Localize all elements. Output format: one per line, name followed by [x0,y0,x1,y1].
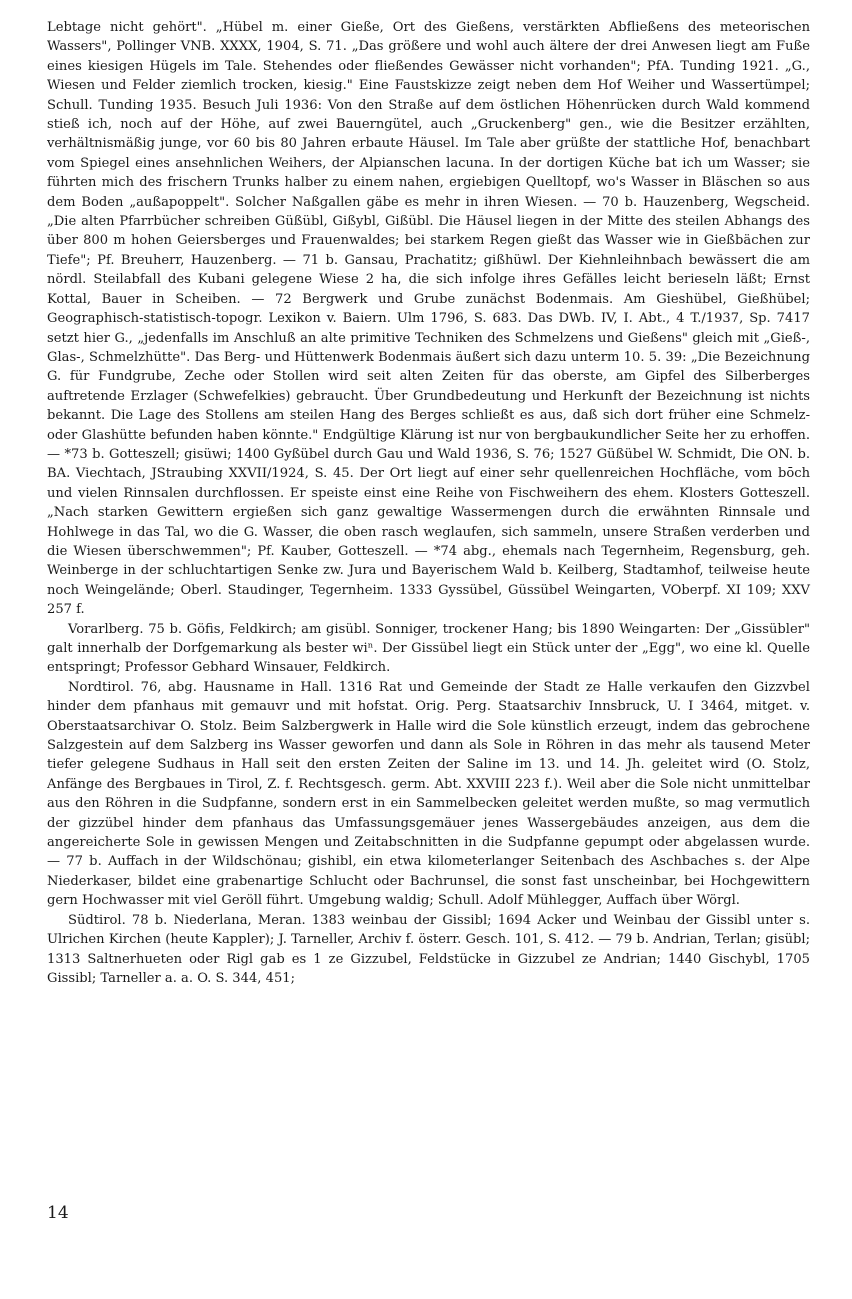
paragraph-bavaria-continued: Lebtage nicht gehört". „Hübel m. einer Gieße, Ort des Gießens, verstärkten Abfließens des meteorischen Wassers", Pollinger VNB. XXXX, 1904, S. 71. „Das größere und wohl auch ältere der drei Anwesen liegt am Fuße eines kiesigen Hügels im Tale. Stehendes oder fließendes Gewässer nicht vorhanden"; PfA. Tunding 1921. „G., Wiesen und Felder ziemlich trocken, kiesig." Eine Faustskizze zeigt neben dem Hof Weiher und Wassertümpel; Schull. Tunding 1935. Besuch Juli 1936: Von den Straße auf dem östlichen Höhenrücken durch Wald kommend stieß ich, noch auf der Höhe, auf zwei Bauerngütel, auch „Gruckenberg" gen., wie die Besitzer erzählten, verhältnismäßig junge, vor 60 bis 80 Jahren erbaute Häusel. Im Tale aber grüßte der stattliche Hof, benachbart vom Spiegel eines ansehnlichen Weihers, der Alpianschen lacuna. In der dortigen Küche bat ich um Wasser; sie führten mich des frischern Trunks halber zu einem nahen, ergiebigen Quelltopf, wo's Wasser in Bläschen so aus dem Boden „außapoppelt". Solcher Naßgallen gäbe es mehr in ihren Wiesen. — 70 b. Hauzenberg, Wegscheid. „Die alten Pfarrbücher schreiben Güßübl, Gißybl, Gißübl. Die Häusel liegen in der Mitte des steilen Abhangs des über 800 m hohen Geiersberges und Frauenwaldes; bei starkem Regen gießt das Wasser wie in Gießbächen zur Tiefe"; Pf. Breuherr, Hauzenberg. — 71 b. Gansau, Prachatitz; gißhüwl. Der Kiehnleihnbach bewässert die am nördl. Steilabfall des Kubani gelegene Wiese 2 ha, die sich infolge ihres Gefälles leicht berieseln läßt; Ernst Kottal, Bauer in Scheiben. — 72 Bergwerk und Grube zunächst Bodenmais. Am Gieshübel, Gießhübel; Geographisch-statistisch-topogr. Lexikon v. Baiern. Ulm 1796, S. 683. Das DWb. IV, I. Abt., 4 T./1937, Sp. 7417 setzt hier G., „jedenfalls im Anschluß an alte primitive Techniken des Schmelzens und Gießens" gleich mit „Gieß-, Glas-, Schmelzhütte". Das Berg- und Hüttenwerk Bodenmais äußert sich dazu unterm 10. 5. 39: „Die Bezeichnung G. für Fundgrube, Zeche oder Stollen wird seit alten Zeiten für das oberste, am Gipfel des Silberberges auftretende Erzlager (Schwefelkies) gebraucht. Über Grundbedeutung und Herkunft der Bezeichnung ist nichts bekannt. Die Lage des Stollens am steilen Hang des Berges schließt es aus, daß sich dort früher eine Schmelz- oder Glashütte befunden haben könnte." Endgültige Klärung ist nur von bergbaukundlicher Seite her zu erhoffen. — *73 b. Gotteszell; gisüwi; 1400 Gyßübel durch Gau und Wald 1936, S. 76; 1527 Güßübel W. Schmidt, Die ON. b. BA. Viechtach, JStraubing XXVII/1924, S. 45. Der Ort liegt auf einer sehr quellenreichen Hochfläche, vom bōch und vielen Rinnsalen durchflossen. Er speiste einst eine Reihe von Fischweihern des ehem. Klosters Gotteszell. „Nach starken Gewittern ergießen sich ganz gewaltige Wassermengen durch die erwähnten Rinnsale und Hohlwege in das Tal, wo die G. Wasser, die oben rasch weglaufen, sich sammeln, unsere Straßen verderben und die Wiesen überschwemmen"; Pf. Kauber, Gotteszell. — *74 abg., ehemals nach Tegernheim, Regensburg, geh. Weinberge in der schluchtartigen Senke zw. Jura und Bayerischem Wald b. Keilberg, Stadtamhof, teilweise heute noch Weingelände; Oberl. Staudinger, Tegernheim. 1333 Gyssübel, Güssübel Weingarten, VOberpf. XI 109; XXV 257 f. [47,20,810,618]
page-number: 14 [47,1203,69,1223]
paragraph-vorarlberg: Vorarlberg. 75 b. Göfis, Feldkirch; am gisübl. Sonniger, trockener Hang; bis 1890 Weingarten: Der „Gissübler" galt innerhalb der Dorfgemarkung als bester wiⁿ. Der Gissübel liegt ein Stück unter der „Egg", wo eine kl. Quelle entspringt; Professor Gebhard Winsauer, Feldkirch. [47,621,810,676]
paragraph-suedtirol: Südtirol. 78 b. Niederlana, Meran. 1383 weinbau der Gissibl; 1694 Acker und Weinbau der Gissibl unter s. Ulrichen Kirchen (heute Kappler); J. Tarneller, Archiv f. österr. Gesch. 101, S. 412. — 79 b. Andrian, Terlan; gisübl; 1313 Saltnerhueten oder Rigl gab es 1 ze Gizzubel, Feldstücke in Gizzubel ze Andrian; 1440 Gischybl, 1705 Gissibl; Tarneller a. a. O. S. 344, 451; [47,912,810,986]
paragraph-nordtirol: Nordtirol. 76, abg. Hausname in Hall. 1316 Rat und Gemeinde der Stadt ze Halle verkaufen den Gizzvbel hinder dem pfanhaus mit gemauvr und mit hofstat. Orig. Perg. Staatsarchiv Innsbruck, U. I 3464, mitget. v. Oberstaatsarchivar O. Stolz. Beim Salzbergwerk in Halle wird die Sole künstlich erzeugt, indem das gebrochene Salzgestein auf dem Salzberg ins Wasser geworfen und dann als Sole in Röhren in das mehr als tausend Meter tiefer gelegene Sudhaus in Hall seit den ersten Zeiten der Saline im 13. und 14. Jh. geleitet wird (O. Stolz, Anfänge des Bergbaues in Tirol, Z. f. Rechtsgesch. germ. Abt. XXVIII 223 f.). Weil aber die Sole nicht unmittelbar aus den Röhren in die Sudpfanne, sondern erst in ein Sammelbecken geleitet werden mußte, so mag vermutlich der gizzübel hinder dem pfanhaus das Umfassungsgemäuer jenes Wassergebäudes anzeigen, aus dem die angereicherte Sole in gewissen Mengen und Zeitabschnitten in die Sudpfanne gepumpt oder abgelassen wurde. — 77 b. Auffach in der Wildschönau; gishibl, ein etwa kilometerlanger Seitenbach des Aschbaches s. der Alpe Niederkaser, bildet eine grabenartige Schlucht oder Bachrunsel, die sonst fast unscheinbar, bei Hochgewittern gern Hochwasser mit viel Geröll führt. Umgebung waldig; Schull. Adolf Mühlegger, Auffach über Wörgl. [47,679,810,909]
